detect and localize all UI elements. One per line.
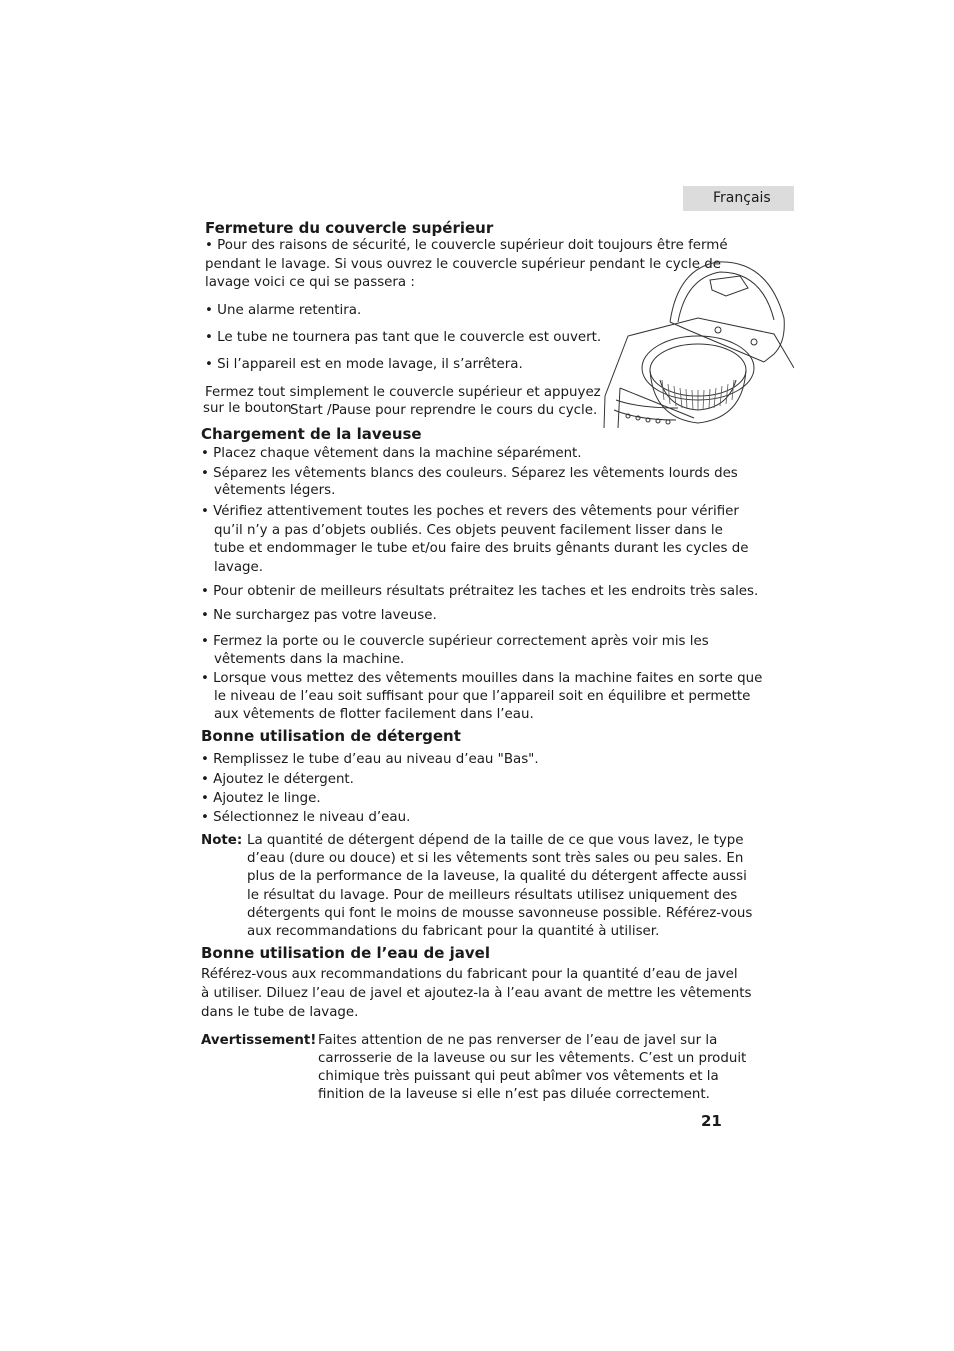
- loading-line: • Pour obtenir de meilleurs résultats prétraitez les taches et les endroits très sales.: [201, 584, 759, 599]
- note-line: détergents qui font le moins de mousse savonneuse possible. Référez-vous: [247, 906, 753, 921]
- language-label: Français: [713, 190, 771, 206]
- loading-line: tube et endommager le tube et/ou faire des bruits gênants durant les cycles de: [214, 541, 749, 556]
- detergent-line: • Ajoutez le linge.: [201, 791, 321, 806]
- bleach-line: à utiliser. Diluez l’eau de javel et ajoutez-la à l’eau avant de mettre les vêtements: [201, 986, 752, 1001]
- loading-line: • Séparez les vêtements blancs des couleurs. Séparez les vêtements lourds des: [201, 466, 738, 481]
- loading-line: aux vêtements de flotter facilement dans l’eau.: [214, 707, 534, 722]
- lid-bullet: • Le tube ne tournera pas tant que le couvercle est ouvert.: [205, 330, 602, 345]
- detergent-line: • Ajoutez le détergent.: [201, 772, 354, 787]
- lid-closing-line: Start /Pause pour reprendre le cours du cycle.: [290, 403, 598, 418]
- loading-line: • Ne surchargez pas votre laveuse.: [201, 608, 437, 623]
- lid-closing-line: Fermez tout simplement le couvercle supérieur et appuyez: [205, 385, 601, 400]
- warning-line: carrosserie de la laveuse ou sur les vêtements. C’est un produit: [318, 1051, 747, 1066]
- page-number: 21: [701, 1112, 722, 1130]
- loading-line: qu’il n’y a pas d’objets oubliés. Ces objets peuvent facilement lisser dans le: [214, 523, 723, 538]
- note-line: le résultat du lavage. Pour de meilleurs résultats utilisez uniquement des: [247, 888, 738, 903]
- note-line: plus de la performance de la laveuse, la qualité du détergent affecte aussi: [247, 869, 747, 884]
- warning-line: chimique très puissant qui peut abîmer vos vêtements et la: [318, 1069, 719, 1084]
- note-line: d’eau (dure ou douce) et si les vêtements sont très sales ou peu sales. En: [247, 851, 744, 866]
- lid-closing-line: sur le bouton: [203, 401, 292, 416]
- note-label: Note:: [201, 833, 243, 848]
- warning-line: finition de la laveuse si elle n’est pas diluée correctement.: [318, 1087, 710, 1102]
- section-title-detergent: Bonne utilisation de détergent: [201, 727, 461, 745]
- loading-line: • Lorsque vous mettez des vêtements mouilles dans la machine faites en sorte que: [201, 671, 763, 686]
- loading-line: • Fermez la porte ou le couvercle supérieur correctement après voir mis les: [201, 634, 709, 649]
- lid-bullet: • Si l’appareil est en mode lavage, il s’arrêtera.: [205, 357, 523, 372]
- loading-line: • Placez chaque vêtement dans la machine séparément.: [201, 446, 582, 461]
- bleach-line: dans le tube de lavage.: [201, 1005, 359, 1020]
- warning-label: Avertissement!: [201, 1033, 317, 1048]
- section-title-lid: Fermeture du couvercle supérieur: [205, 219, 494, 237]
- note-line: La quantité de détergent dépend de la taille de ce que vous lavez, le type: [247, 833, 744, 848]
- detergent-line: • Sélectionnez le niveau d’eau.: [201, 810, 411, 825]
- loading-line: vêtements légers.: [214, 483, 336, 498]
- lid-intro-line: pendant le lavage. Si vous ouvrez le couvercle supérieur pendant le cycle de: [205, 257, 721, 272]
- loading-line: • Vérifiez attentivement toutes les poches et revers des vêtements pour vérifier: [201, 504, 739, 519]
- washer-open-lid-icon: [598, 258, 794, 428]
- section-title-bleach: Bonne utilisation de l’eau de javel: [201, 944, 490, 962]
- section-title-loading: Chargement de la laveuse: [201, 425, 422, 443]
- loading-line: lavage.: [214, 560, 264, 575]
- detergent-line: • Remplissez le tube d’eau au niveau d’eau "Bas".: [201, 752, 539, 767]
- lid-intro-line: • Pour des raisons de sécurité, le couvercle supérieur doit toujours être fermé: [205, 238, 728, 253]
- loading-line: le niveau de l’eau soit suffisant pour que l’appareil soit en équilibre et permette: [214, 689, 751, 704]
- loading-line: vêtements dans la machine.: [214, 652, 405, 667]
- warning-line: Faites attention de ne pas renverser de l’eau de javel sur la: [318, 1033, 718, 1048]
- lid-bullet: • Une alarme retentira.: [205, 303, 362, 318]
- lid-intro-line: lavage voici ce qui se passera :: [205, 275, 415, 290]
- note-line: aux recommandations du fabricant pour la quantité à utiliser.: [247, 924, 660, 939]
- bleach-line: Référez-vous aux recommandations du fabricant pour la quantité d’eau de javel: [201, 967, 738, 982]
